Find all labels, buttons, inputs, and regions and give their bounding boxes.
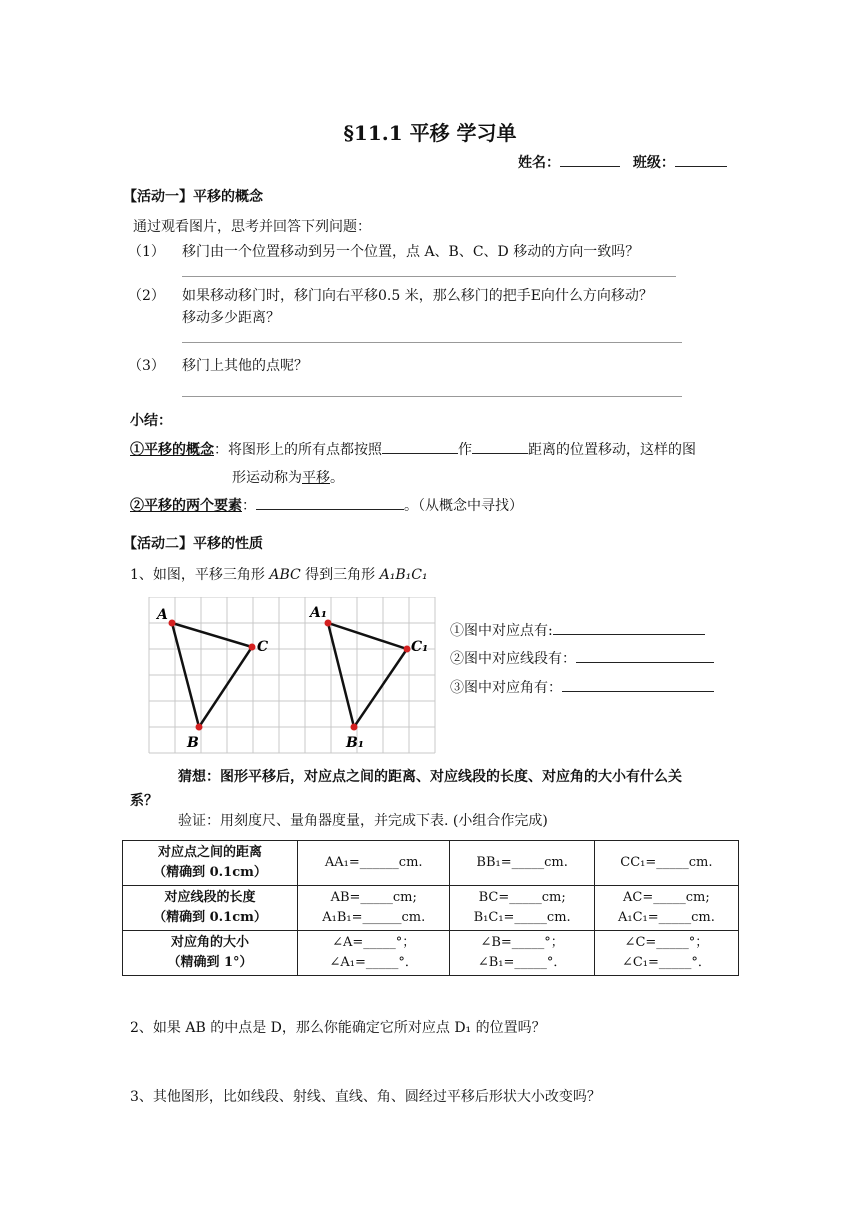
cell-line: AA₁=______cm. — [324, 855, 423, 870]
label-a: A — [157, 607, 168, 623]
row-head-line: （精确到 1°） — [167, 955, 253, 970]
verify-text: 验证：用刻度尺、量角器度量，并完成下表. (小组合作完成) — [178, 813, 548, 829]
caption-a1b1c1: A₁B₁C₁ — [379, 567, 428, 583]
correspond-angles-label: ③图中对应角有： — [450, 680, 562, 696]
concept-line2b: 。 — [330, 470, 344, 486]
caption-prefix: 1、如图，平移三角形 — [130, 567, 270, 583]
row-head — [123, 841, 298, 886]
table-cell[interactable] — [298, 886, 450, 931]
point-c — [249, 644, 256, 651]
correspond-angles-blank[interactable] — [562, 677, 714, 692]
cell-line: ∠A=_____°； — [332, 935, 416, 950]
activity2-heading: 【活动二】平移的性质 — [123, 536, 263, 552]
class-blank[interactable] — [675, 152, 727, 167]
caption-mid: 得到三角形 — [300, 567, 380, 583]
table-cell[interactable] — [298, 841, 450, 886]
row-head-line: （精确到 0.1cm） — [153, 910, 267, 925]
cell-line: ∠C₁=_____°． — [621, 955, 711, 970]
concept-part3: 距离的位置移动，这样的图 — [528, 442, 696, 458]
concept-term: 平移 — [302, 470, 330, 486]
cell-line: ∠A₁=_____°． — [329, 955, 418, 970]
concept-line1 — [130, 439, 696, 459]
cell-line: ∠B₁=_____°． — [477, 955, 567, 970]
label-b1: B₁ — [346, 735, 364, 751]
cell-line: A₁B₁=______cm. — [322, 910, 426, 925]
q3-text: 移门上其他的点呢？ — [182, 358, 308, 374]
summary-heading: 小结： — [130, 413, 172, 429]
correspond-points-blank[interactable] — [553, 620, 705, 635]
translation-grid-figure — [147, 597, 437, 755]
table-cell[interactable] — [594, 886, 738, 931]
name-label: 姓名： — [518, 155, 560, 171]
label-c1: C₁ — [411, 639, 429, 655]
correspond-points-label: ①图中对应点有: — [450, 623, 553, 639]
guess-text-line2: 系？ — [130, 793, 158, 809]
label-b: B — [187, 735, 199, 751]
point-c1 — [404, 646, 411, 653]
name-blank[interactable] — [560, 152, 620, 167]
row-head-line: 对应角的大小 — [170, 935, 249, 950]
concept-blank1[interactable] — [382, 439, 458, 454]
q1-number: （1） — [128, 244, 165, 260]
class-label: 班级： — [632, 155, 675, 171]
cell-line: BC=_____cm; — [478, 890, 566, 905]
q2-answer-line[interactable] — [182, 342, 682, 343]
q1-figure-caption — [130, 564, 428, 584]
label-a1: A₁ — [310, 605, 327, 621]
row-head — [123, 886, 298, 931]
concept-part2: 作 — [458, 442, 472, 458]
q2-number: （2） — [128, 288, 165, 304]
cell-line: BB₁=_____cm. — [476, 855, 568, 870]
point-b1 — [351, 724, 358, 731]
activity1-intro: 通过观看图片，思考并回答下列问题： — [133, 219, 371, 235]
correspond-segments-label: ②图中对应线段有： — [450, 651, 576, 667]
q2-text-line2: 移动多少距离？ — [182, 310, 280, 326]
concept-part1: ：将图形上的所有点都按照 — [214, 442, 382, 458]
q3-answer-line[interactable] — [182, 396, 682, 397]
concept-label: ①平移的概念 — [130, 442, 214, 458]
cell-line: B₁C₁=_____cm. — [473, 910, 571, 925]
row-head-line: 对应线段的长度 — [164, 890, 256, 905]
table-cell[interactable] — [594, 841, 738, 886]
correspond-points — [450, 620, 705, 640]
question-2: 2、如果 AB 的中点是 D，那么你能确定它所对应点 D₁ 的位置吗？ — [130, 1020, 546, 1036]
table-cell[interactable] — [298, 931, 450, 976]
elements-tail: 。（从概念中寻找） — [404, 498, 523, 514]
triangle-a1b1c1 — [308, 605, 428, 751]
elements-blank[interactable] — [256, 495, 404, 510]
elements-label: ②平移的两个要素 — [130, 498, 242, 514]
question-3: 3、其他图形，比如线段、射线、直线、角、圆经过平移后形状大小改变吗？ — [130, 1089, 601, 1105]
triangle-abc — [155, 607, 268, 751]
q1-answer-line[interactable] — [182, 276, 676, 277]
table-row — [123, 931, 739, 976]
grid-lines — [149, 597, 435, 753]
name-class-line — [518, 152, 727, 172]
correspond-angles — [450, 677, 714, 697]
elements-line — [130, 495, 523, 515]
concept-blank2[interactable] — [472, 439, 528, 454]
point-a — [169, 620, 176, 627]
q2-text: 如果移动移门时，移门向右平移0.5 米，那么移门的把手E向什么方向移动？ — [182, 288, 653, 304]
guess-text: 猜想：图形平移后，对应点之间的距离、对应线段的长度、对应角的大小有什么关 — [178, 769, 682, 785]
measurement-table — [122, 840, 739, 976]
row-head-line: （精确到 0.1cm） — [153, 865, 267, 880]
cell-line: ∠B=_____°； — [480, 935, 564, 950]
elements-colon: ： — [242, 498, 256, 514]
row-head — [123, 931, 298, 976]
table-cell[interactable] — [450, 886, 594, 931]
table-cell[interactable] — [594, 931, 738, 976]
cell-line: A₁C₁=_____cm. — [617, 910, 715, 925]
point-b — [196, 724, 203, 731]
correspond-segments-blank[interactable] — [576, 648, 714, 663]
cell-line: ∠C=_____°； — [624, 935, 709, 950]
correspond-segments — [450, 648, 714, 668]
table-row — [123, 886, 739, 931]
cell-line: AB=_____cm; — [330, 890, 417, 905]
table-cell[interactable] — [450, 931, 594, 976]
label-c: C — [257, 639, 269, 655]
table-cell[interactable] — [450, 841, 594, 886]
cell-line: CC₁=_____cm. — [620, 855, 713, 870]
concept-line2 — [232, 467, 344, 487]
q3-number: （3） — [128, 358, 165, 374]
q1-text: 移门由一个位置移动到另一个位置，点 A、B、C、D 移动的方向一致吗？ — [182, 244, 640, 260]
concept-line2a: 形运动称为 — [232, 470, 302, 486]
cell-line: AC=_____cm; — [623, 890, 710, 905]
activity1-heading: 【活动一】平移的概念 — [123, 189, 263, 205]
row-head-line: 对应点之间的距离 — [157, 845, 262, 860]
table-row — [123, 841, 739, 886]
caption-abc: ABC — [269, 567, 301, 583]
page-title: §11.1 平移 学习单 — [343, 121, 517, 145]
